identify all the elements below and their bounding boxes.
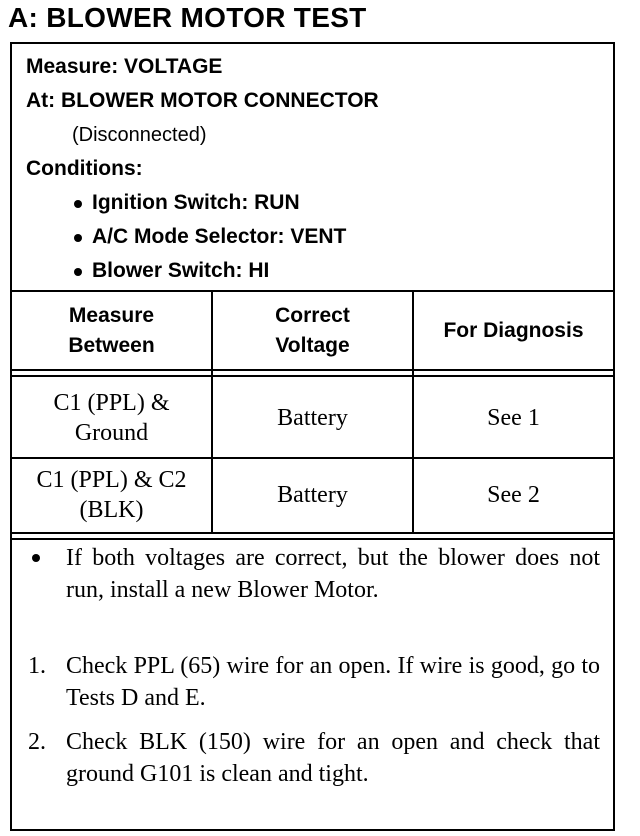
note-number: 1. bbox=[28, 653, 46, 679]
table-bottom-border-1 bbox=[12, 532, 613, 534]
table-row bbox=[12, 459, 211, 531]
note-bullet-text: If both voltages are correct, but the blower does not run, install a new Blower Motor. bbox=[66, 545, 600, 603]
note-bullet-icon bbox=[32, 554, 40, 562]
col-header-measure-between bbox=[12, 294, 211, 368]
col-header-line: Correct bbox=[275, 304, 350, 327]
condition-bullet-icon bbox=[74, 200, 82, 208]
table-top-border bbox=[12, 290, 613, 292]
col-header-for-diagnosis bbox=[414, 294, 613, 368]
header-divider-2 bbox=[12, 375, 613, 377]
col-header-line: Between bbox=[68, 334, 155, 357]
conditions-label: Conditions: bbox=[26, 157, 143, 180]
cell-for-diagnosis: See 1 bbox=[487, 404, 540, 431]
table-bottom-border-2 bbox=[12, 538, 613, 540]
cell-measure-between: C1 (PPL) & C2 bbox=[36, 467, 187, 493]
note-text: Check BLK (150) wire for an open and check that ground G101 is clean and tight. bbox=[66, 729, 600, 787]
note-number: 2. bbox=[28, 729, 46, 755]
table-row bbox=[12, 379, 211, 456]
page-title: A: BLOWER MOTOR TEST bbox=[8, 2, 367, 33]
cell-correct-voltage: Battery bbox=[277, 482, 348, 508]
header-divider-1 bbox=[12, 369, 613, 371]
disconnected-note: (Disconnected) bbox=[72, 124, 207, 146]
cell-measure-between: C1 (PPL) & bbox=[53, 389, 170, 416]
cell-correct-voltage: Battery bbox=[277, 404, 348, 431]
condition-bullet-icon bbox=[74, 234, 82, 242]
condition-bullet-icon bbox=[74, 268, 82, 276]
condition-ignition: Ignition Switch: RUN bbox=[92, 191, 300, 214]
col-header-line: Measure bbox=[68, 304, 155, 327]
measure-line: Measure: VOLTAGE bbox=[26, 55, 223, 78]
note-text: Check PPL (65) wire for an open. If wire is good, go to Tests D and E. bbox=[66, 653, 600, 711]
col-header-line: For Diagnosis bbox=[443, 319, 584, 342]
cell-measure-between: (BLK) bbox=[79, 497, 144, 523]
cell-for-diagnosis: See 2 bbox=[487, 482, 540, 508]
cell-measure-between: Ground bbox=[74, 419, 149, 446]
condition-ac-mode: A/C Mode Selector: VENT bbox=[92, 225, 347, 248]
condition-blower: Blower Switch: HI bbox=[92, 259, 270, 282]
col-header-line: Voltage bbox=[275, 334, 350, 357]
col-header-correct-voltage bbox=[213, 294, 412, 368]
test-frame bbox=[10, 42, 615, 831]
at-line: At: BLOWER MOTOR CONNECTOR bbox=[26, 89, 379, 112]
